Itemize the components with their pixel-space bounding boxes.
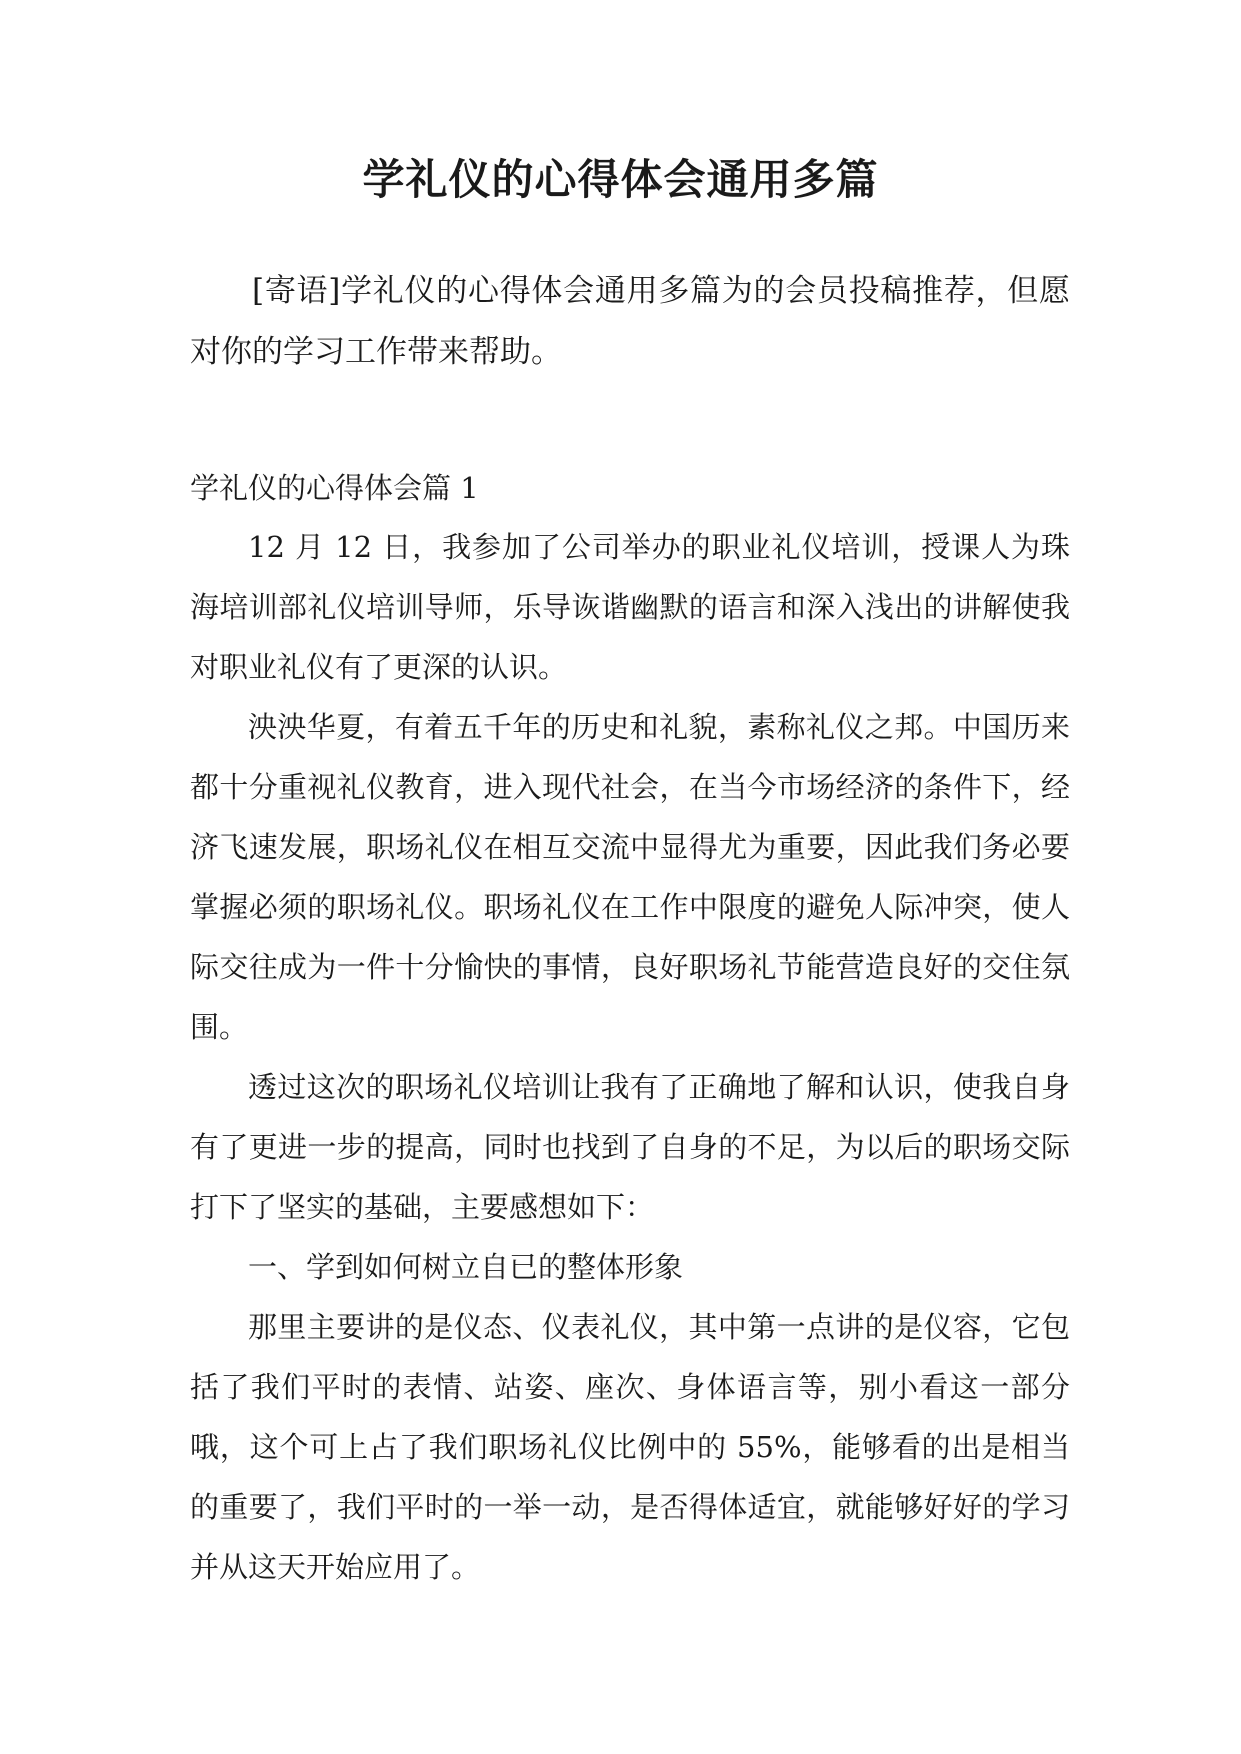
section-heading: 学礼仪的心得体会篇 1 <box>190 471 479 505</box>
paragraph-1: 12 月 12 日，我参加了公司举办的职业礼仪培训，授课人为珠海培训部礼仪培训导师，乐导诙谐幽默的语言和深入浅出的讲解使我对职业礼仪有了更深的认识。 <box>190 530 1070 684</box>
section-content <box>190 517 1070 1597</box>
intro-paragraph: [寄语]学礼仪的心得体会通用多篇为的会员投稿推荐，但愿对你的学习工作带来帮助。 <box>190 273 1070 370</box>
paragraph-5: 那里主要讲的是仪态、仪表礼仪，其中第一点讲的是仪容，它包括了我们平时的表情、站姿、座次、身体语言等，别小看这一部分哦，这个可上占了我们职场礼仪比例中的 55%，能够看的出是相当的重要了，我们平时的一举一动，是否得体适宜，就能够好好的学习并从这天开始应用了。 <box>190 1310 1070 1584</box>
paragraph-3: 透过这次的职场礼仪培训让我有了正确地了解和认识，使我自身有了更进一步的提高，同时也找到了自身的不足，为以后的职场交际打下了坚实的基础，主要感想如下： <box>190 1070 1070 1224</box>
document-title: 学礼仪的心得体会通用多篇 <box>362 155 879 204</box>
paragraph-4: 一、学到如何树立自已的整体形象 <box>248 1250 684 1284</box>
paragraph-2: 泱泱华夏，有着五千年的历史和礼貌，素称礼仪之邦。中国历来都十分重视礼仪教育，进入现代社会，在当今市场经济的条件下，经济飞速发展，职场礼仪在相互交流中显得尤为重要，因此我们务必要掌握必须的职场礼仪。职场礼仪在工作中限度的避免人际冲突，使人际交往成为一件十分愉快的事情，良好职场礼节能营造良好的交住氛围。 <box>190 710 1070 1044</box>
